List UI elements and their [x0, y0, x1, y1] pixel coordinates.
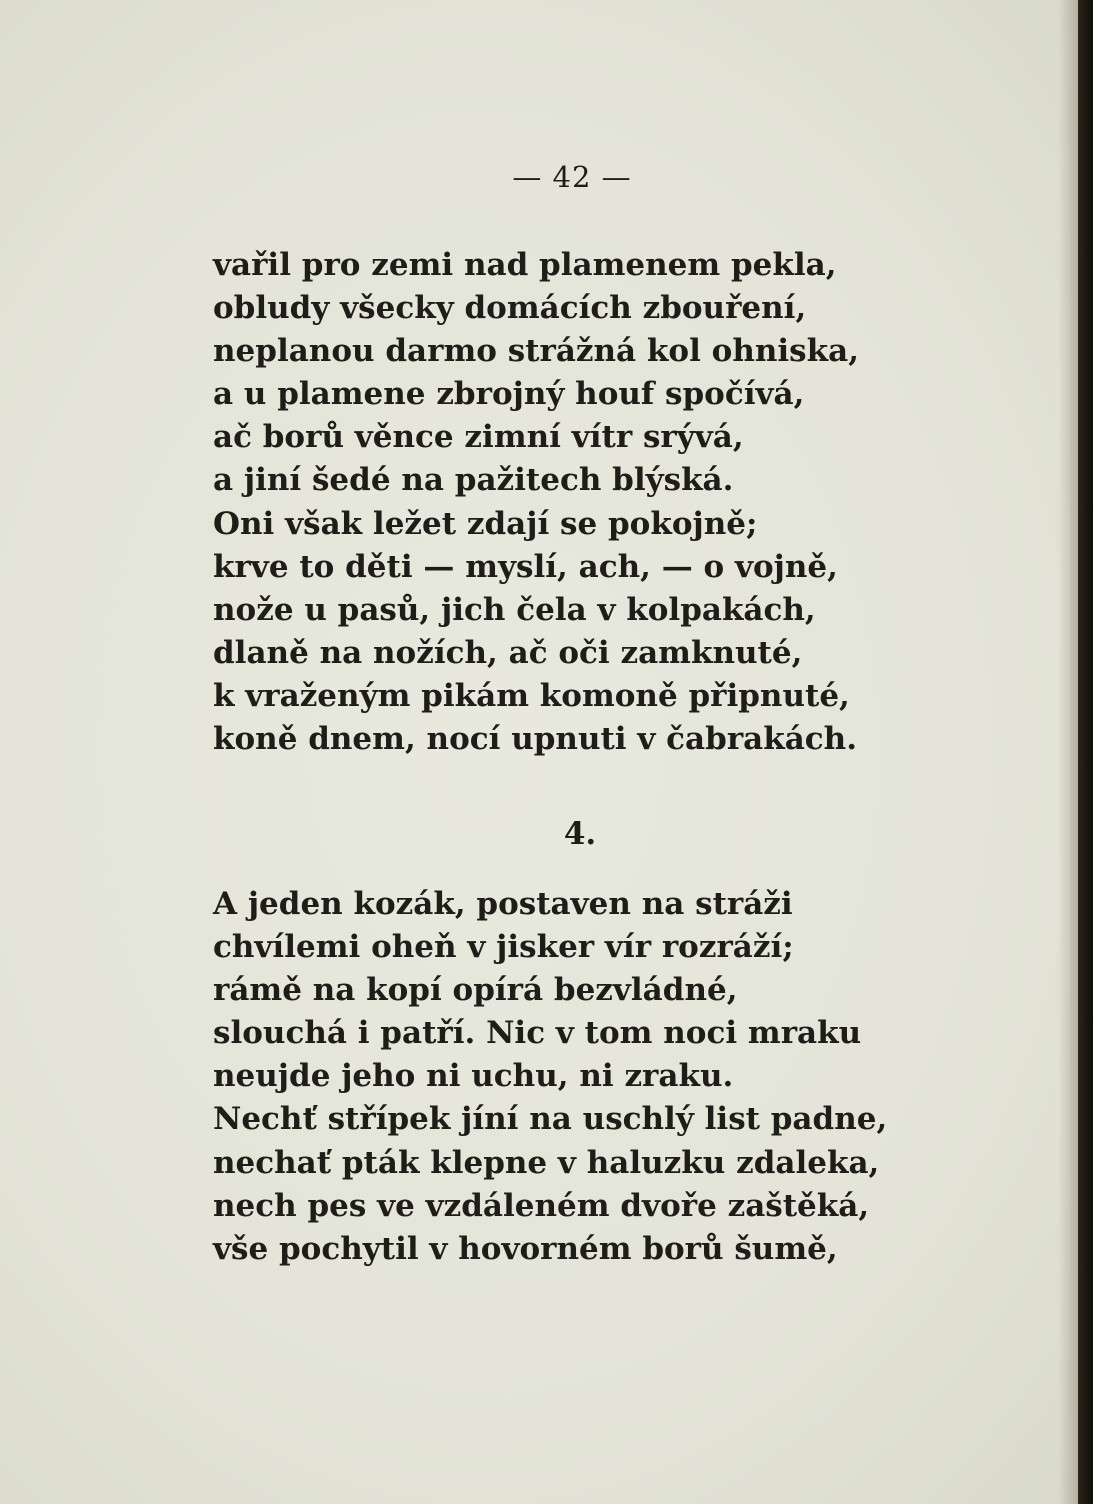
poem-line: k vraženým pikám komoně připnuté, [213, 677, 850, 714]
poem-line: A jeden kozák, postaven na stráži [213, 886, 793, 922]
poem-line: koně dnem, nocí upnuti v čabrakách. [213, 721, 858, 758]
gutter-shadow [1058, 0, 1078, 1504]
poem-line: chvílemi oheň v jisker vír rozráží; [213, 929, 794, 966]
poem-line: nechať pták klepne v haluzku zdaleka, [213, 1144, 880, 1181]
poem-line: a u plamene zbrojný houf spočívá, [213, 376, 805, 413]
poem-line: neplanou darmo strážná kol ohniska, [213, 333, 859, 370]
poem-line: vařil pro zemi nad plamenem pekla, [213, 247, 837, 283]
poem-line: nože u pasů, jich čela v kolpakách, [213, 591, 816, 628]
poem-line: a jiní šedé na pažitech blýská. [213, 462, 734, 499]
poem-line: neujde jeho ni uchu, ni zraku. [213, 1058, 734, 1095]
section-number: 4. [563, 816, 597, 852]
poem-line: Oni však ležet zdají se pokojně; [213, 505, 758, 542]
poem-line: vše pochytil v hovorném borů šumě, [213, 1230, 838, 1267]
poem-line: slouchá i patří. Nic v tom noci mraku [213, 1015, 862, 1052]
stanza-continued [213, 244, 859, 761]
poem-line: rámě na kopí opírá bezvládné, [213, 972, 738, 1009]
poem-line: Nechť střípek jíní na uschlý list padne, [213, 1101, 888, 1138]
poem-line: ač borů věnce zimní vítr srývá, [213, 419, 744, 456]
poem-line: krve to děti — myslí, ach, — o vojně, [213, 548, 838, 585]
poem-line: nech pes ve vzdáleném dvoře zaštěká, [213, 1187, 870, 1224]
poem-line: obludy všecky domácích zbouření, [213, 290, 807, 327]
page-number: — 42 — [512, 160, 632, 194]
stanza-section-4 [213, 883, 887, 1271]
book-spine [1078, 0, 1093, 1504]
poem-line: dlaně na nožích, ač oči zamknuté, [213, 634, 803, 671]
